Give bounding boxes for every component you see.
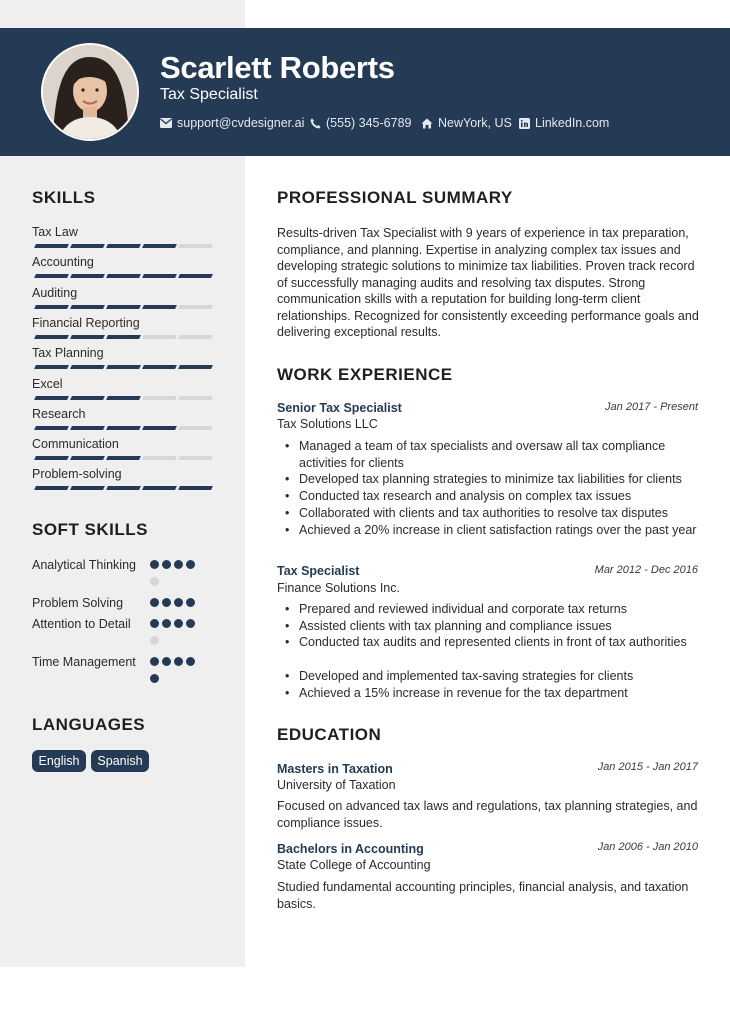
skill-segment-empty	[142, 335, 177, 339]
skill-segment-empty	[142, 396, 177, 400]
rating-dot-filled	[162, 657, 171, 666]
list-item: • Developed and implemented tax-saving strategies for clients	[283, 668, 703, 685]
rating-dot-filled	[186, 657, 195, 666]
skill-segment-filled	[34, 456, 69, 460]
job-dates: Jan 2017 - Present	[605, 401, 698, 413]
skill-segment-filled	[106, 274, 141, 278]
skill-level-bar	[32, 274, 212, 279]
contact-location-text: NewYork, US	[438, 116, 512, 130]
skill-segment-filled	[70, 486, 105, 490]
contact-linkedin[interactable]	[519, 116, 609, 130]
skill-segment-empty	[178, 335, 213, 339]
skill-segment-filled	[106, 426, 141, 430]
languages-heading: LANGUAGES	[32, 715, 146, 734]
job-title: Senior Tax Specialist	[277, 401, 402, 415]
education-description: Studied fundamental accounting principles, financial analysis, and taxation basics.	[277, 880, 689, 911]
soft-skill-name: Attention to Detail	[32, 617, 131, 631]
skill-name: Research	[32, 406, 86, 421]
skill-level-bar	[32, 244, 212, 249]
job-bullets	[283, 668, 703, 701]
rating-dot-filled	[162, 560, 171, 569]
skill-segment-filled	[178, 486, 213, 490]
rating-dot-empty	[150, 577, 159, 586]
skill-level-bar	[32, 305, 212, 310]
skill-segment-filled	[106, 305, 141, 309]
skill-segment-filled	[70, 274, 105, 278]
skill-segment-empty	[178, 396, 213, 400]
linkedin-icon	[519, 118, 530, 129]
list-item: • Achieved a 15% increase in revenue for the tax department	[283, 685, 703, 702]
skill-level-bar	[32, 456, 212, 461]
skill-segment-empty	[178, 426, 213, 430]
skill-segment-filled	[34, 274, 69, 278]
rating-dot-filled	[162, 598, 171, 607]
phone-icon	[310, 118, 321, 129]
contact-location	[421, 116, 512, 130]
list-item: • Collaborated with clients and tax authorities to resolve tax disputes	[283, 505, 703, 522]
skill-segment-filled	[106, 365, 141, 369]
rating-dot-filled	[162, 619, 171, 628]
skill-segment-filled	[142, 244, 177, 248]
skill-segment-filled	[70, 305, 105, 309]
job-title: Tax Specialist	[277, 564, 360, 578]
rating-dot-empty	[150, 636, 159, 645]
list-item: • Achieved a 20% increase in client satisfaction ratings over the past year	[283, 522, 703, 539]
skill-segment-filled	[106, 456, 141, 460]
home-icon	[421, 118, 433, 129]
language-badge: Spanish	[91, 750, 149, 772]
experience-heading: WORK EXPERIENCE	[277, 365, 453, 384]
skill-segment-filled	[70, 396, 105, 400]
skill-segment-filled	[106, 486, 141, 490]
rating-dot-filled	[150, 674, 159, 683]
skill-level-bar	[32, 365, 212, 370]
soft-skills-heading: SOFT SKILLS	[32, 520, 148, 539]
skill-level-bar	[32, 486, 212, 491]
contact-email[interactable]	[160, 116, 304, 130]
skill-segment-filled	[178, 274, 213, 278]
skill-segment-filled	[142, 305, 177, 309]
skill-name: Accounting	[32, 255, 94, 270]
skill-segment-filled	[142, 274, 177, 278]
contact-phone[interactable]	[310, 116, 411, 130]
job-dates: Mar 2012 - Dec 2016	[594, 564, 698, 576]
skill-segment-empty	[178, 456, 213, 460]
skill-level-bar	[32, 426, 212, 431]
soft-skill-name: Analytical Thinking	[32, 558, 136, 572]
rating-dot-filled	[174, 657, 183, 666]
list-item: • Assisted clients with tax planning and compliance issues	[283, 618, 703, 635]
list-item: • Managed a team of tax specialists and oversaw all tax compliance activities for clients	[283, 438, 703, 471]
education-dates: Jan 2015 - Jan 2017	[597, 761, 698, 773]
skill-segment-filled	[34, 335, 69, 339]
skill-segment-filled	[34, 305, 69, 309]
skills-heading: SKILLS	[32, 188, 96, 207]
skill-name: Tax Law	[32, 225, 78, 239]
degree-title: Masters in Taxation	[277, 762, 393, 776]
list-item: • Developed tax planning strategies to minimize tax liabilities for clients	[283, 471, 703, 488]
list-item: • Prepared and reviewed individual and corporate tax returns	[283, 601, 703, 618]
skill-name: Excel	[32, 376, 63, 391]
skill-segment-filled	[70, 335, 105, 339]
summary-text: Results-driven Tax Specialist with 9 years of experience in tax preparation, compliance, and planning. Expertise in analyzing complex tax issues and developing strategic solutions to minimize tax liabilities. Proven track record of successfully managing audits and resolving tax disputes. Strong communication skills with a reputation for building long-term client relationships. Recognized for consistently exceeding performance goals and delivering exceptional results.	[277, 226, 699, 339]
skill-segment-filled	[142, 365, 177, 369]
list-item: • Conducted tax research and analysis on complex tax issues	[283, 488, 703, 505]
education-heading: EDUCATION	[277, 725, 382, 744]
skill-name: Tax Planning	[32, 346, 104, 361]
skill-segment-empty	[178, 305, 213, 309]
skill-segment-filled	[34, 396, 69, 400]
skill-segment-filled	[34, 244, 69, 248]
skill-segment-filled	[142, 486, 177, 490]
contact-linkedin-text: LinkedIn.com	[535, 116, 610, 130]
contact-email-text: support@cvdesigner.ai	[177, 116, 305, 130]
contact-phone-text: (555) 345-6789	[326, 116, 412, 130]
candidate-name: Scarlett Roberts	[160, 50, 395, 85]
skill-segment-filled	[34, 486, 69, 490]
skill-level-bar	[32, 335, 212, 340]
skill-segment-filled	[34, 365, 69, 369]
skill-segment-filled	[70, 365, 105, 369]
skill-segment-filled	[106, 335, 141, 339]
envelope-icon	[160, 118, 172, 128]
skill-name: Financial Reporting	[32, 315, 140, 330]
skill-segment-empty	[142, 456, 177, 460]
rating-dot-filled	[174, 619, 183, 628]
skill-segment-filled	[70, 244, 105, 248]
skill-segment-filled	[70, 426, 105, 430]
skill-name: Communication	[32, 437, 119, 452]
rating-dot-filled	[186, 619, 195, 628]
soft-skill-name: Problem Solving	[32, 596, 124, 610]
job-bullets	[283, 438, 703, 538]
rating-dot-filled	[186, 598, 195, 607]
skill-segment-filled	[106, 244, 141, 248]
job-company: Finance Solutions Inc.	[277, 581, 400, 595]
education-description: Focused on advanced tax laws and regulations, tax planning strategies, and compliance issues.	[277, 799, 698, 830]
skill-segment-empty	[178, 244, 213, 248]
skill-level-bar	[32, 396, 212, 401]
education-dates: Jan 2006 - Jan 2010	[597, 841, 698, 853]
degree-title: Bachelors in Accounting	[277, 842, 424, 856]
job-bullets	[283, 601, 703, 651]
school-name: University of Taxation	[277, 778, 396, 792]
soft-skill-name: Time Management	[32, 655, 136, 669]
summary-heading: PROFESSIONAL SUMMARY	[277, 188, 513, 207]
skill-name: Problem-solving	[32, 467, 122, 482]
list-item: • Conducted tax audits and represented clients in front of tax authorities	[283, 634, 703, 651]
rating-dot-filled	[150, 598, 159, 607]
skill-segment-filled	[142, 426, 177, 430]
skill-segment-filled	[70, 456, 105, 460]
avatar	[41, 43, 139, 141]
rating-dot-filled	[150, 560, 159, 569]
rating-dot-filled	[174, 560, 183, 569]
language-badge: English	[32, 750, 86, 772]
candidate-title: Tax Specialist	[160, 86, 258, 103]
job-company: Tax Solutions LLC	[277, 417, 378, 431]
rating-dot-filled	[150, 657, 159, 666]
rating-dot-filled	[150, 619, 159, 628]
skill-segment-filled	[34, 426, 69, 430]
skill-segment-filled	[106, 396, 141, 400]
skill-name: Auditing	[32, 285, 78, 300]
skill-segment-filled	[178, 365, 213, 369]
rating-dot-filled	[186, 560, 195, 569]
rating-dot-filled	[174, 598, 183, 607]
school-name: State College of Accounting	[277, 858, 431, 872]
